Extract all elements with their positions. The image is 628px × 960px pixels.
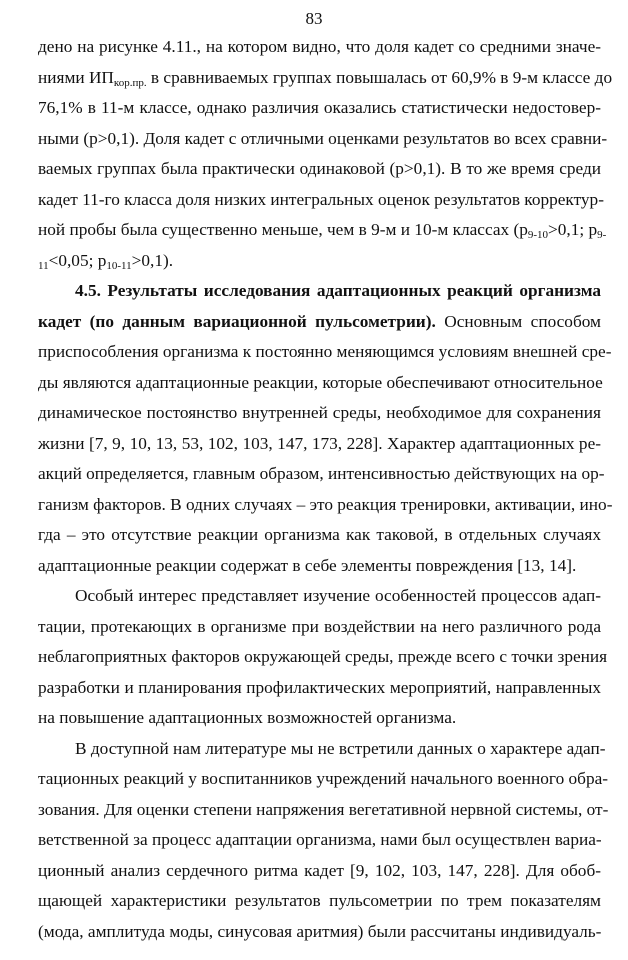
text-line: ниями $ИП_{кор.пр.}$ в сравниваемых группах повышалась от 60,9% в 9-м классе до <box>38 67 613 89</box>
text-line: Особый интерес представляет изучение особенностей процессов адап- <box>75 586 601 605</box>
text-line: ной пробы была существенно меньше, чем в 9-м и 10-м классах ($р_{9-10}>0,1$; $р_{9-}$ <box>38 220 607 241</box>
text-line: тационных реакций у воспитанников учреждений начального военного обра- <box>38 769 609 788</box>
text-line: на повышение адаптационных возможностей организма. <box>38 708 457 727</box>
text-line: ными (р>0,1). Доля кадет с отличными оценками результатов во всех сравни- <box>38 128 608 148</box>
text-line: жизни [7, 9, 10, 13, 53, 102, 103, 147, 173, 228]. Характер адаптационных ре- <box>38 433 601 453</box>
text-line: $_{11}$<0,05; $р_{10-11}>0,1$). <box>38 250 174 272</box>
text-line: щающей характеристики результатов пульсометрии по трем показателям <box>38 891 601 910</box>
text-line: разработки и планирования профилактических мероприятий, направленных <box>38 677 601 697</box>
text-line: (мода, амплитуда моды, синусовая аритмия) были рассчитаны индивидуаль- <box>38 921 602 941</box>
text-line: неблагоприятных факторов окружающей среды, прежде всего с точки зрения <box>38 647 608 666</box>
text-line: приспособления организма к постоянно меняющимся условиям внешней сре- <box>38 342 612 361</box>
paragraph-literature <box>38 734 609 948</box>
text-line: кадет (по данным вариационной пульсометрии). Основным способом <box>38 311 601 331</box>
paragraph-results-continuation <box>38 32 613 276</box>
text-line: адаптационные реакции содержат в себе элементы повреждения [13, 14]. <box>38 555 577 575</box>
text-line: В доступной нам литературе мы не встретили данных о характере адап- <box>75 738 606 758</box>
text-line: динамическое постоянство внутренней среды, необходимое для сохранения <box>38 403 601 422</box>
paragraph-special-interest <box>38 581 608 734</box>
text-line: ветственной за процесс адаптации организма, нами был осуществлен вариа- <box>38 830 602 849</box>
section-4-5 <box>38 276 613 581</box>
text-line: дено на рисунке 4.11., на котором видно, что доля кадет со средними значе- <box>38 37 601 56</box>
page-number: 83 <box>305 9 323 28</box>
text-line: акций определяется, главным образом, интенсивностью действующих на ор- <box>38 464 605 483</box>
section-heading-cont: кадет (по данным вариационной пульсометрии). <box>38 311 436 331</box>
text-line: гда – это отсутствие реакции организма как таковой, в отдельных случаях <box>38 525 601 544</box>
section-heading: 4.5. Результаты исследования адаптационных реакций организма <box>75 281 601 300</box>
text-line: ционный анализ сердечного ритма кадет [9, 102, 103, 147, 228]. Для обоб- <box>38 860 601 880</box>
text-line: кадет 11-го класса доля низких интегральных оценок результатов корректур- <box>38 189 604 209</box>
text-line: ды являются адаптационные реакции, которые обеспечивают относительное <box>38 372 603 392</box>
text-line: ваемых группах была практически одинаковой (р>0,1). В то же время среди <box>38 159 601 178</box>
text-line: 76,1% в 11-м классе, однако различия оказались статистически недостовер- <box>38 98 601 117</box>
body-text <box>38 32 613 947</box>
text-line: зования. Для оценки степени напряжения вегетативной нервной системы, от- <box>38 799 609 819</box>
text-line: ганизм факторов. В одних случаях – это реакция тренировки, активации, ино- <box>38 494 613 514</box>
text-line: тации, протекающих в организме при воздействии на него различного рода <box>38 616 601 636</box>
